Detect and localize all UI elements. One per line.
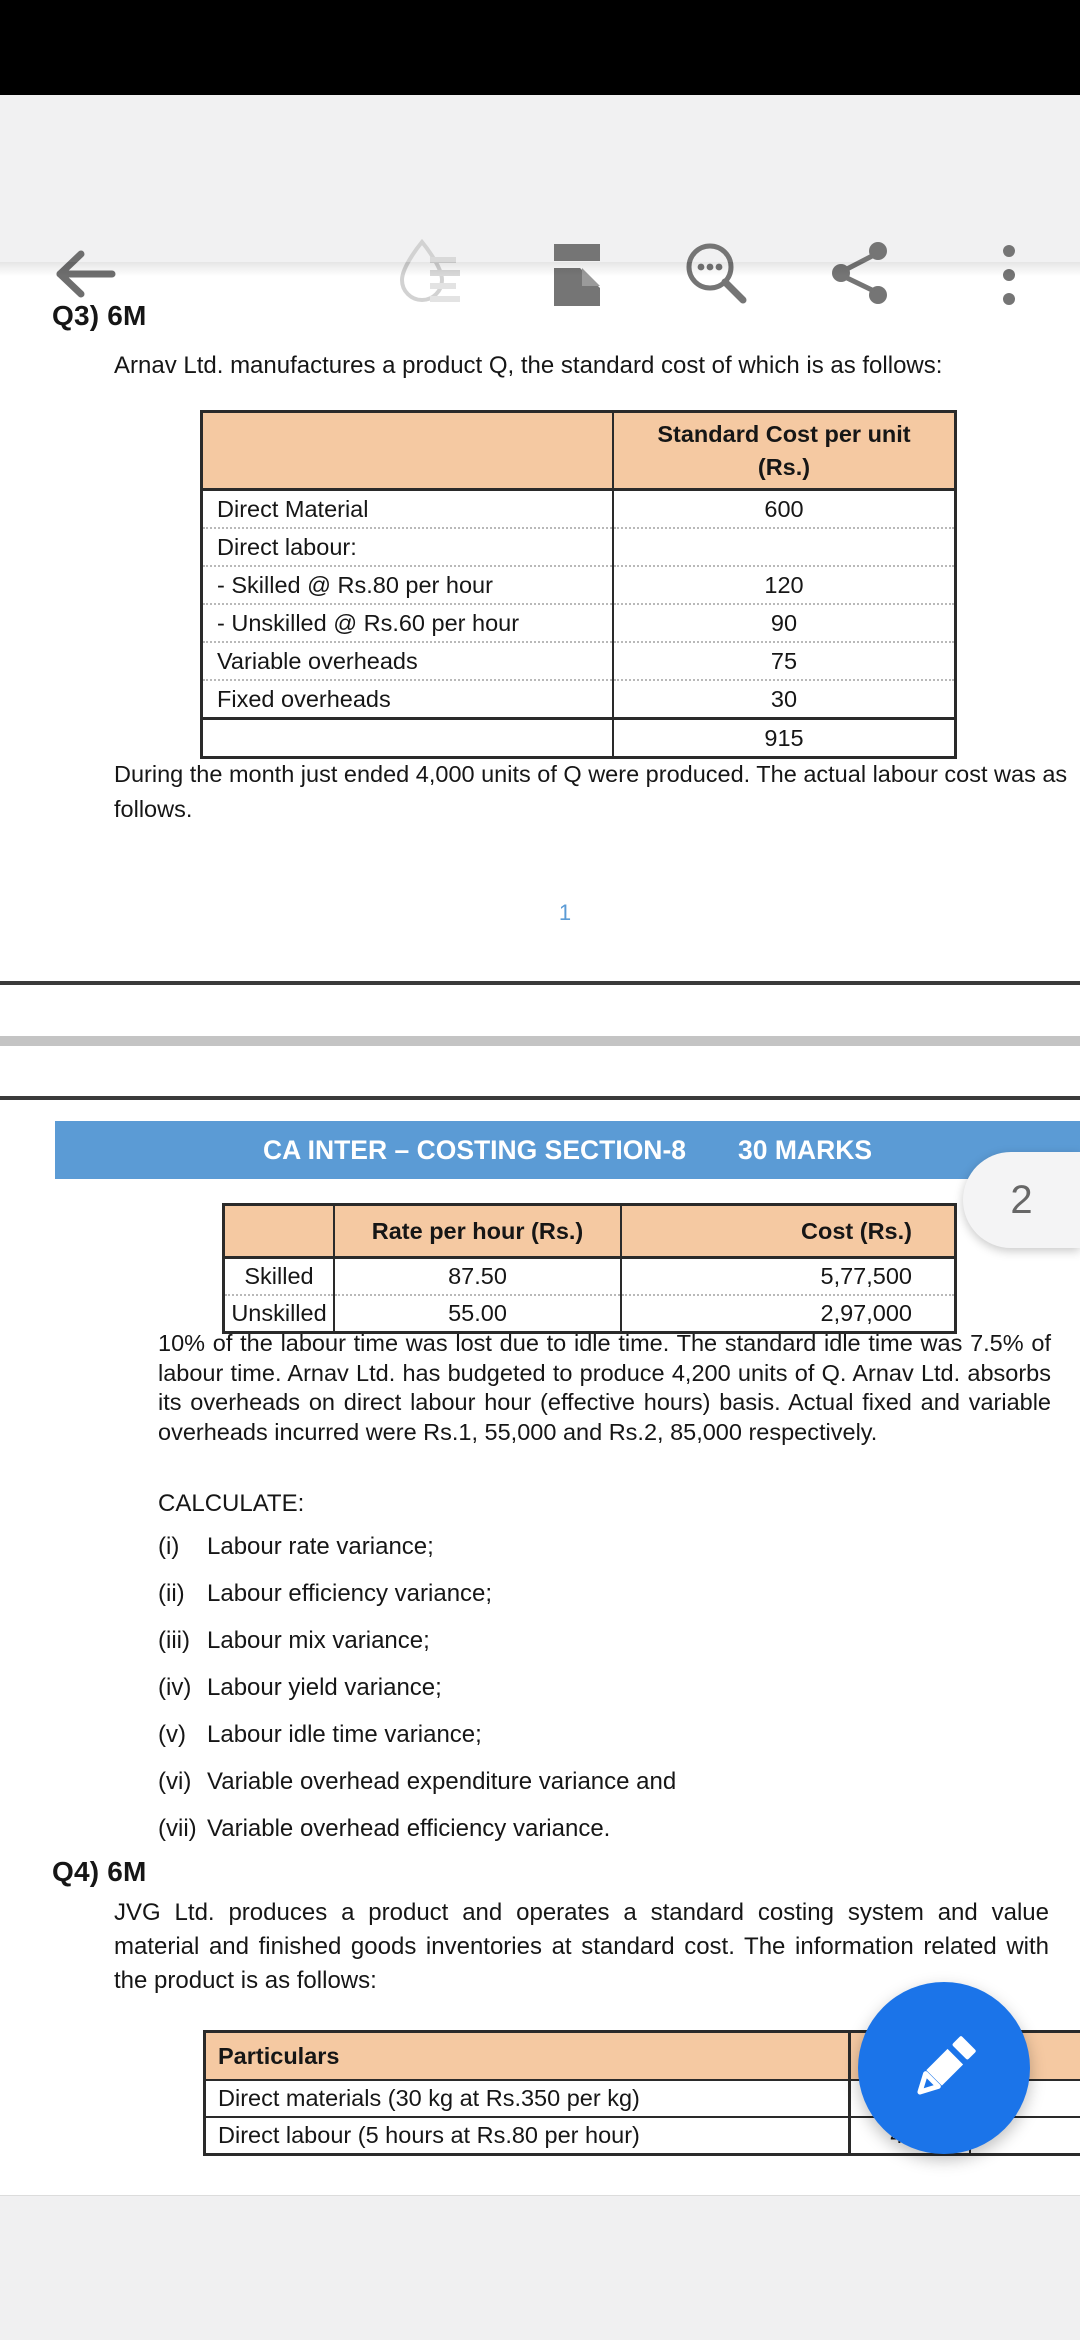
list-item: (iii) Labour mix variance;	[158, 1627, 430, 1654]
page-scroll-indicator[interactable]	[963, 1152, 1080, 1248]
list-item: (v) Labour idle time variance;	[158, 1721, 482, 1748]
table-total-row: 915	[202, 719, 956, 758]
table-row: Direct Material 600	[202, 490, 956, 529]
question-4-heading: Q4) 6M	[52, 1856, 147, 1887]
page-indicator-number: 2	[1010, 1177, 1033, 1222]
list-item: (vi) Variable overhead expenditure variance and	[158, 1768, 677, 1795]
toolbar-shadow	[0, 262, 1080, 276]
table-row: Direct labour:	[202, 528, 956, 566]
table-row: Direct labour (5 hours at Rs.80 per hour)	[205, 2117, 1080, 2155]
q3-continued-paragraph: 10% of the labour time was lost due to idle time. The standard idle time was 7.5% of labour time. Arnav Ltd. has budgeted to produce 4,200 units of Q. Arnav Ltd. absorbs its overheads on direct labour hour (effective hours) basis. Actual fixed and variable overheads incurred were Rs.1, 55,000 and Rs.2, 85,000 respectively.	[158, 1330, 1051, 1445]
table-row: - Skilled @ Rs.80 per hour 120	[202, 566, 956, 604]
table-header-cell: Standard Cost per unit (Rs.)	[613, 412, 956, 490]
banner-title: CA INTER – COSTING SECTION-8	[262, 1134, 687, 1165]
labour-cost-table	[222, 1203, 957, 1334]
table-row: Unskilled 55.00 2,97,000	[224, 1295, 956, 1333]
calculate-heading: CALCULATE:	[158, 1490, 305, 1517]
table-header-cell	[202, 412, 614, 490]
list-item: (vii) Variable overhead efficiency variance.	[158, 1815, 611, 1842]
table-row: Skilled 87.50 5,77,500	[224, 1258, 956, 1296]
q4-intro-text: JVG Ltd. produces a product and operates a standard costing system and value material and finished goods inventories at standard cost. The information related with the product is as follows:	[114, 1899, 1049, 1994]
banner-marks: 30 MARKS	[738, 1134, 873, 1165]
table-header-row: Particulars	[205, 2032, 1080, 2081]
q3-note-text: During the month just ended 4,000 units of Q were produced. The actual labour cost was as follows.	[114, 761, 1068, 822]
standard-cost-table	[200, 410, 957, 759]
list-item: (i) Labour rate variance;	[158, 1533, 434, 1560]
table-row: Variable overheads 75	[202, 642, 956, 680]
q3-intro-text: Arnav Ltd. manufactures a product Q, the standard cost of which is as follows:	[114, 352, 943, 379]
pencil-icon	[902, 2026, 986, 2110]
table-header-row	[202, 412, 956, 490]
page1-bottom-edge	[0, 981, 1080, 985]
table-row: Direct materials (30 kg at Rs.350 per kg)	[205, 2080, 1080, 2117]
table-header-row: Rate per hour (Rs.) Cost (Rs.)	[224, 1205, 956, 1258]
status-bar	[0, 0, 1080, 95]
pdf-viewer-toolbar	[0, 95, 1080, 262]
table-row: - Unskilled @ Rs.60 per hour 90	[202, 604, 956, 642]
android-navigation-bar	[0, 2195, 1080, 2340]
page-number-1: 1	[558, 900, 572, 925]
table-row: Fixed overheads 30	[202, 680, 956, 719]
list-item: (ii) Labour efficiency variance;	[158, 1580, 493, 1607]
question-3-heading: Q3) 6M	[52, 300, 147, 331]
list-item: (iv) Labour yield variance;	[158, 1674, 442, 1701]
section-banner	[55, 1121, 1080, 1179]
edit-fab-button[interactable]	[858, 1982, 1030, 2154]
page-gap-divider	[0, 1036, 1080, 1046]
page2-top-edge	[0, 1096, 1080, 1100]
